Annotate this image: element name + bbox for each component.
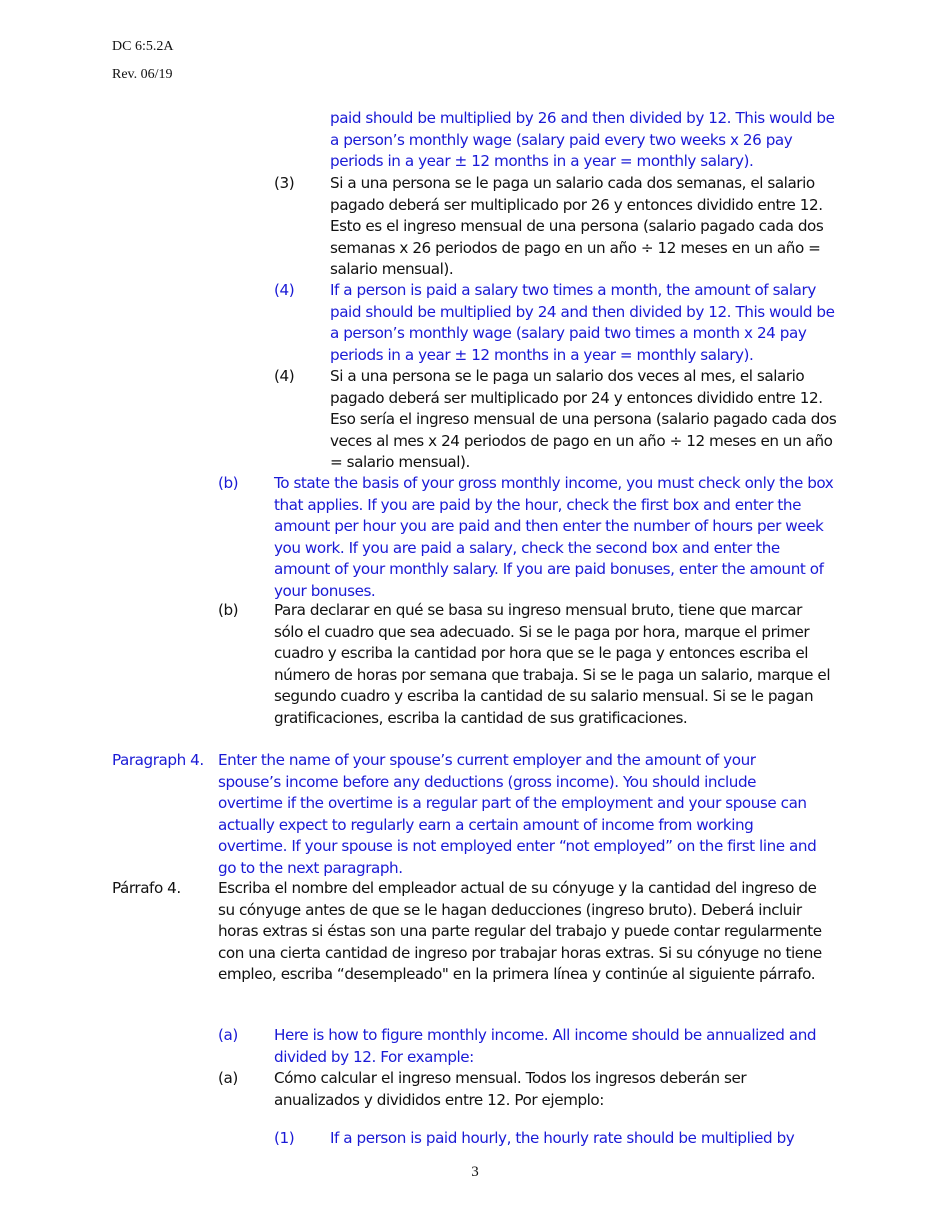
paragraph-label: Párrafo 4. — [112, 879, 181, 897]
item-label: (b) — [218, 474, 239, 492]
item-label: (a) — [218, 1069, 238, 1087]
item-label: (4) — [274, 281, 295, 299]
paragraph-english: If a person is paid a salary two times a month, the amount of salary paid should be multiplied by 24 and then divided by 12. This would be a person’s monthly wage (salary paid two times a month x 24 pay periods in a year ± 12 months in a year = monthly salary). — [330, 281, 835, 364]
paragraph-label: Paragraph 4. — [112, 751, 204, 769]
revision-date: Rev. 06/19 — [112, 67, 173, 82]
item-label: (4) — [274, 367, 295, 385]
paragraph-english: paid should be multiplied by 26 and then divided by 12. This would be a person’s monthly wage (salary paid every two weeks x 26 pay periods in a year ± 12 months in a year = monthly salary). — [330, 109, 835, 171]
paragraph-english: Enter the name of your spouse’s current employer and the amount of your spouse’s income before any deductions (gross income). You should include overtime if the overtime is a regular part of the employment and your spouse can actually expect to regularly earn a certain amount of income from working overtime. If your spouse is not employed enter “not employed” on the first line and go to the next paragraph. — [218, 751, 817, 877]
paragraph-spanish: Si a una persona se le paga un salario cada dos semanas, el salario pagado deberá ser multiplicado por 26 y entonces dividido entre 12. Esto es el ingreso mensual de una persona (salario pagado cada dos semanas x 26 periodos de pago en un año ÷ 12 meses en un año = salario mensual). — [330, 174, 824, 279]
form-code: DC 6:5.2A — [112, 39, 174, 54]
paragraph-spanish: Cómo calcular el ingreso mensual. Todos los ingresos deberán ser anualizados y divididos entre 12. Por ejemplo: — [274, 1069, 747, 1109]
item-label: (3) — [274, 174, 295, 192]
paragraph-english: Here is how to figure monthly income. All income should be annualized and divided by 12. For example: — [274, 1026, 817, 1066]
paragraph-english: If a person is paid hourly, the hourly rate should be multiplied by — [330, 1129, 795, 1147]
item-label: (b) — [218, 601, 239, 619]
paragraph-english: To state the basis of your gross monthly income, you must check only the box that applies. If you are paid by the hour, check the first box and enter the amount per hour you are paid and then enter the number of hours per week you work. If you are paid a salary, check the second box and enter the amount of your monthly salary. If you are paid bonuses, enter the amount of your bonuses. — [274, 474, 834, 600]
paragraph-spanish: Si a una persona se le paga un salario dos veces al mes, el salario pagado deberá ser multiplicado por 24 y entonces dividido entre 12. Eso sería el ingreso mensual de una persona (salario pagado cada dos veces al mes x 24 periodos de pago en un año ÷ 12 meses en un año = salario mensual). — [330, 367, 837, 472]
paragraph-spanish: Para declarar en qué se basa su ingreso mensual bruto, tiene que marcar sólo el cuadro que sea adecuado. Si se le paga por hora, marque el primer cuadro y escriba la cantidad por hora que se le paga y entonces escriba el número de horas por semana que trabaja. Si se le paga un salario, marque el segundo cuadro y escriba la cantidad de su salario mensual. Si se le pagan gratificaciones, escriba la cantidad de sus gratificaciones. — [274, 601, 831, 727]
paragraph-spanish: Escriba el nombre del empleador actual de su cónyuge y la cantidad del ingreso de su cónyuge antes de que se le hagan deducciones (ingreso bruto). Deberá incluir horas extras si éstas son una parte regular del trabajo y puede contar regularmente con una cierta cantidad de ingreso por trabajar horas extras. Si su cónyuge no tiene empleo, escriba “desempleado" en la primera línea y continúe al siguiente párrafo. — [218, 879, 822, 984]
item-label: (1) — [274, 1129, 295, 1147]
page-number: 3 — [471, 1164, 479, 1180]
item-label: (a) — [218, 1026, 238, 1044]
